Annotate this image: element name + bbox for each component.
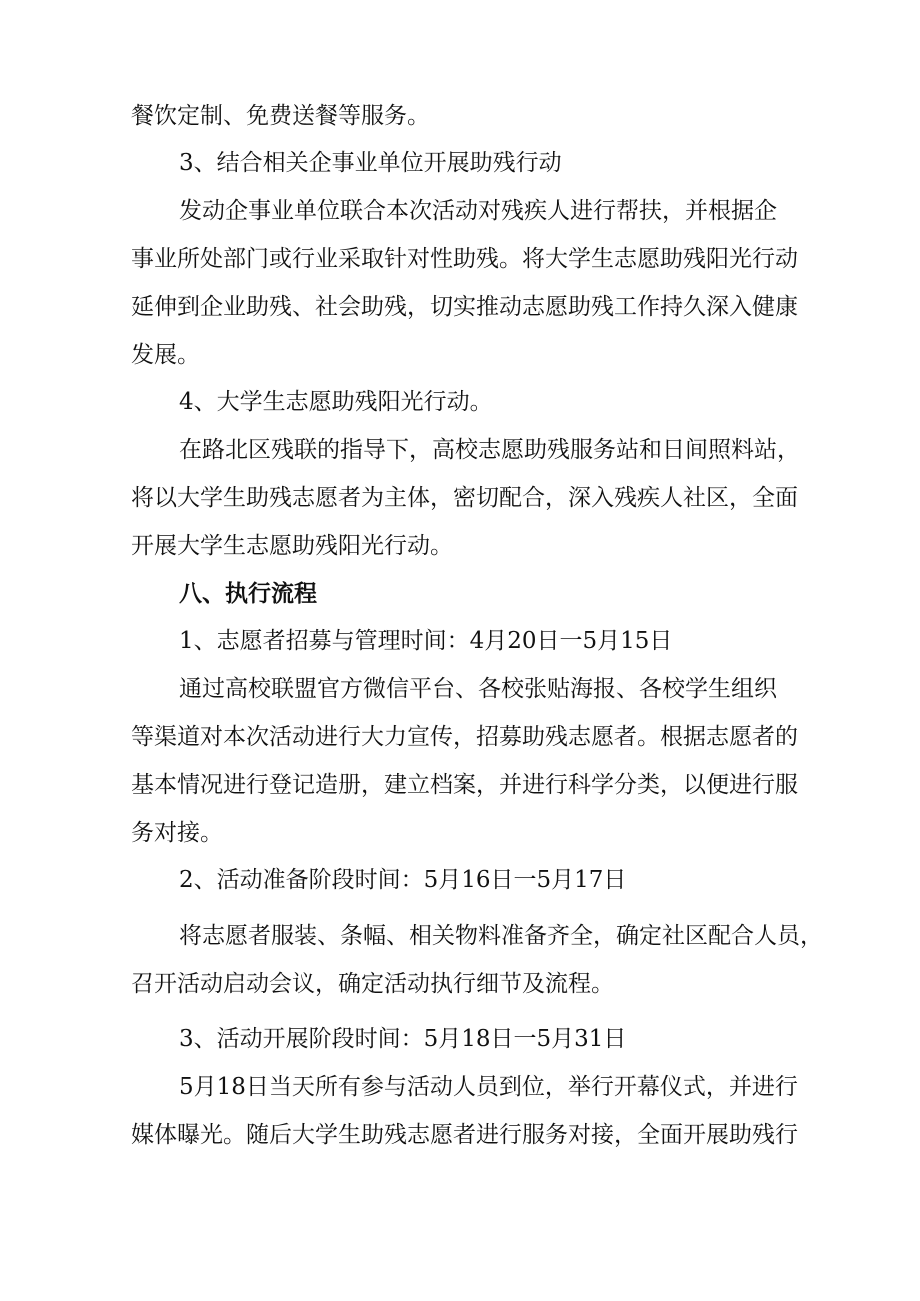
text-line: 餐饮定制、免费送餐等服务。	[131, 103, 430, 129]
paragraph-line: 等渠道对本次活动进行大力宣传，招募助残志愿者。根据志愿者的	[131, 724, 798, 750]
paragraph-line: 召开活动启动会议，确定活动执行细节及流程。	[131, 971, 614, 997]
paragraph-line: 开展大学生志愿助残阳光行动。	[131, 533, 453, 559]
paragraph-line: 务对接。	[131, 820, 223, 846]
paragraph-line: 媒体曝光。随后大学生助残志愿者进行服务对接，全面开展助残行	[131, 1122, 798, 1148]
paragraph-line: 在路北区残联的指导下，高校志愿助残服务站和日间照料站，	[179, 437, 800, 463]
list-item-heading: 3、结合相关企事业单位开展助残行动	[179, 150, 562, 176]
paragraph-line: 通过高校联盟官方微信平台、各校张贴海报、各校学生组织	[179, 676, 777, 702]
list-item-heading: 2、活动准备阶段时间：5月16日一5月17日	[179, 867, 627, 893]
paragraph-line: 事业所处部门或行业采取针对性助残。将大学生志愿助残阳光行动	[131, 246, 798, 272]
paragraph-line: 延伸到企业助残、社会助残，切实推动志愿助残工作持久深入健康	[131, 294, 798, 320]
list-item-heading: 3、活动开展阶段时间：5月18日一5月31日	[179, 1026, 627, 1052]
section-heading: 八、执行流程	[179, 580, 317, 607]
paragraph-line: 将志愿者服装、条幅、相关物料准备齐全，确定社区配合人员，	[179, 923, 823, 949]
paragraph-line: 5月18日当天所有参与活动人员到位，举行开幕仪式，并进行	[179, 1074, 798, 1100]
paragraph-line: 发展。	[131, 342, 200, 368]
list-item-heading: 1、志愿者招募与管理时间：4月20日一5月15日	[179, 628, 673, 654]
paragraph-line: 基本情况进行登记造册，建立档案，并进行科学分类，以便进行服	[131, 772, 798, 798]
list-item-heading: 4、大学生志愿助残阳光行动。	[179, 389, 493, 415]
paragraph-line: 发动企事业单位联合本次活动对残疾人进行帮扶，并根据企	[179, 198, 777, 224]
paragraph-line: 将以大学生助残志愿者为主体，密切配合，深入残疾人社区，全面	[131, 485, 798, 511]
